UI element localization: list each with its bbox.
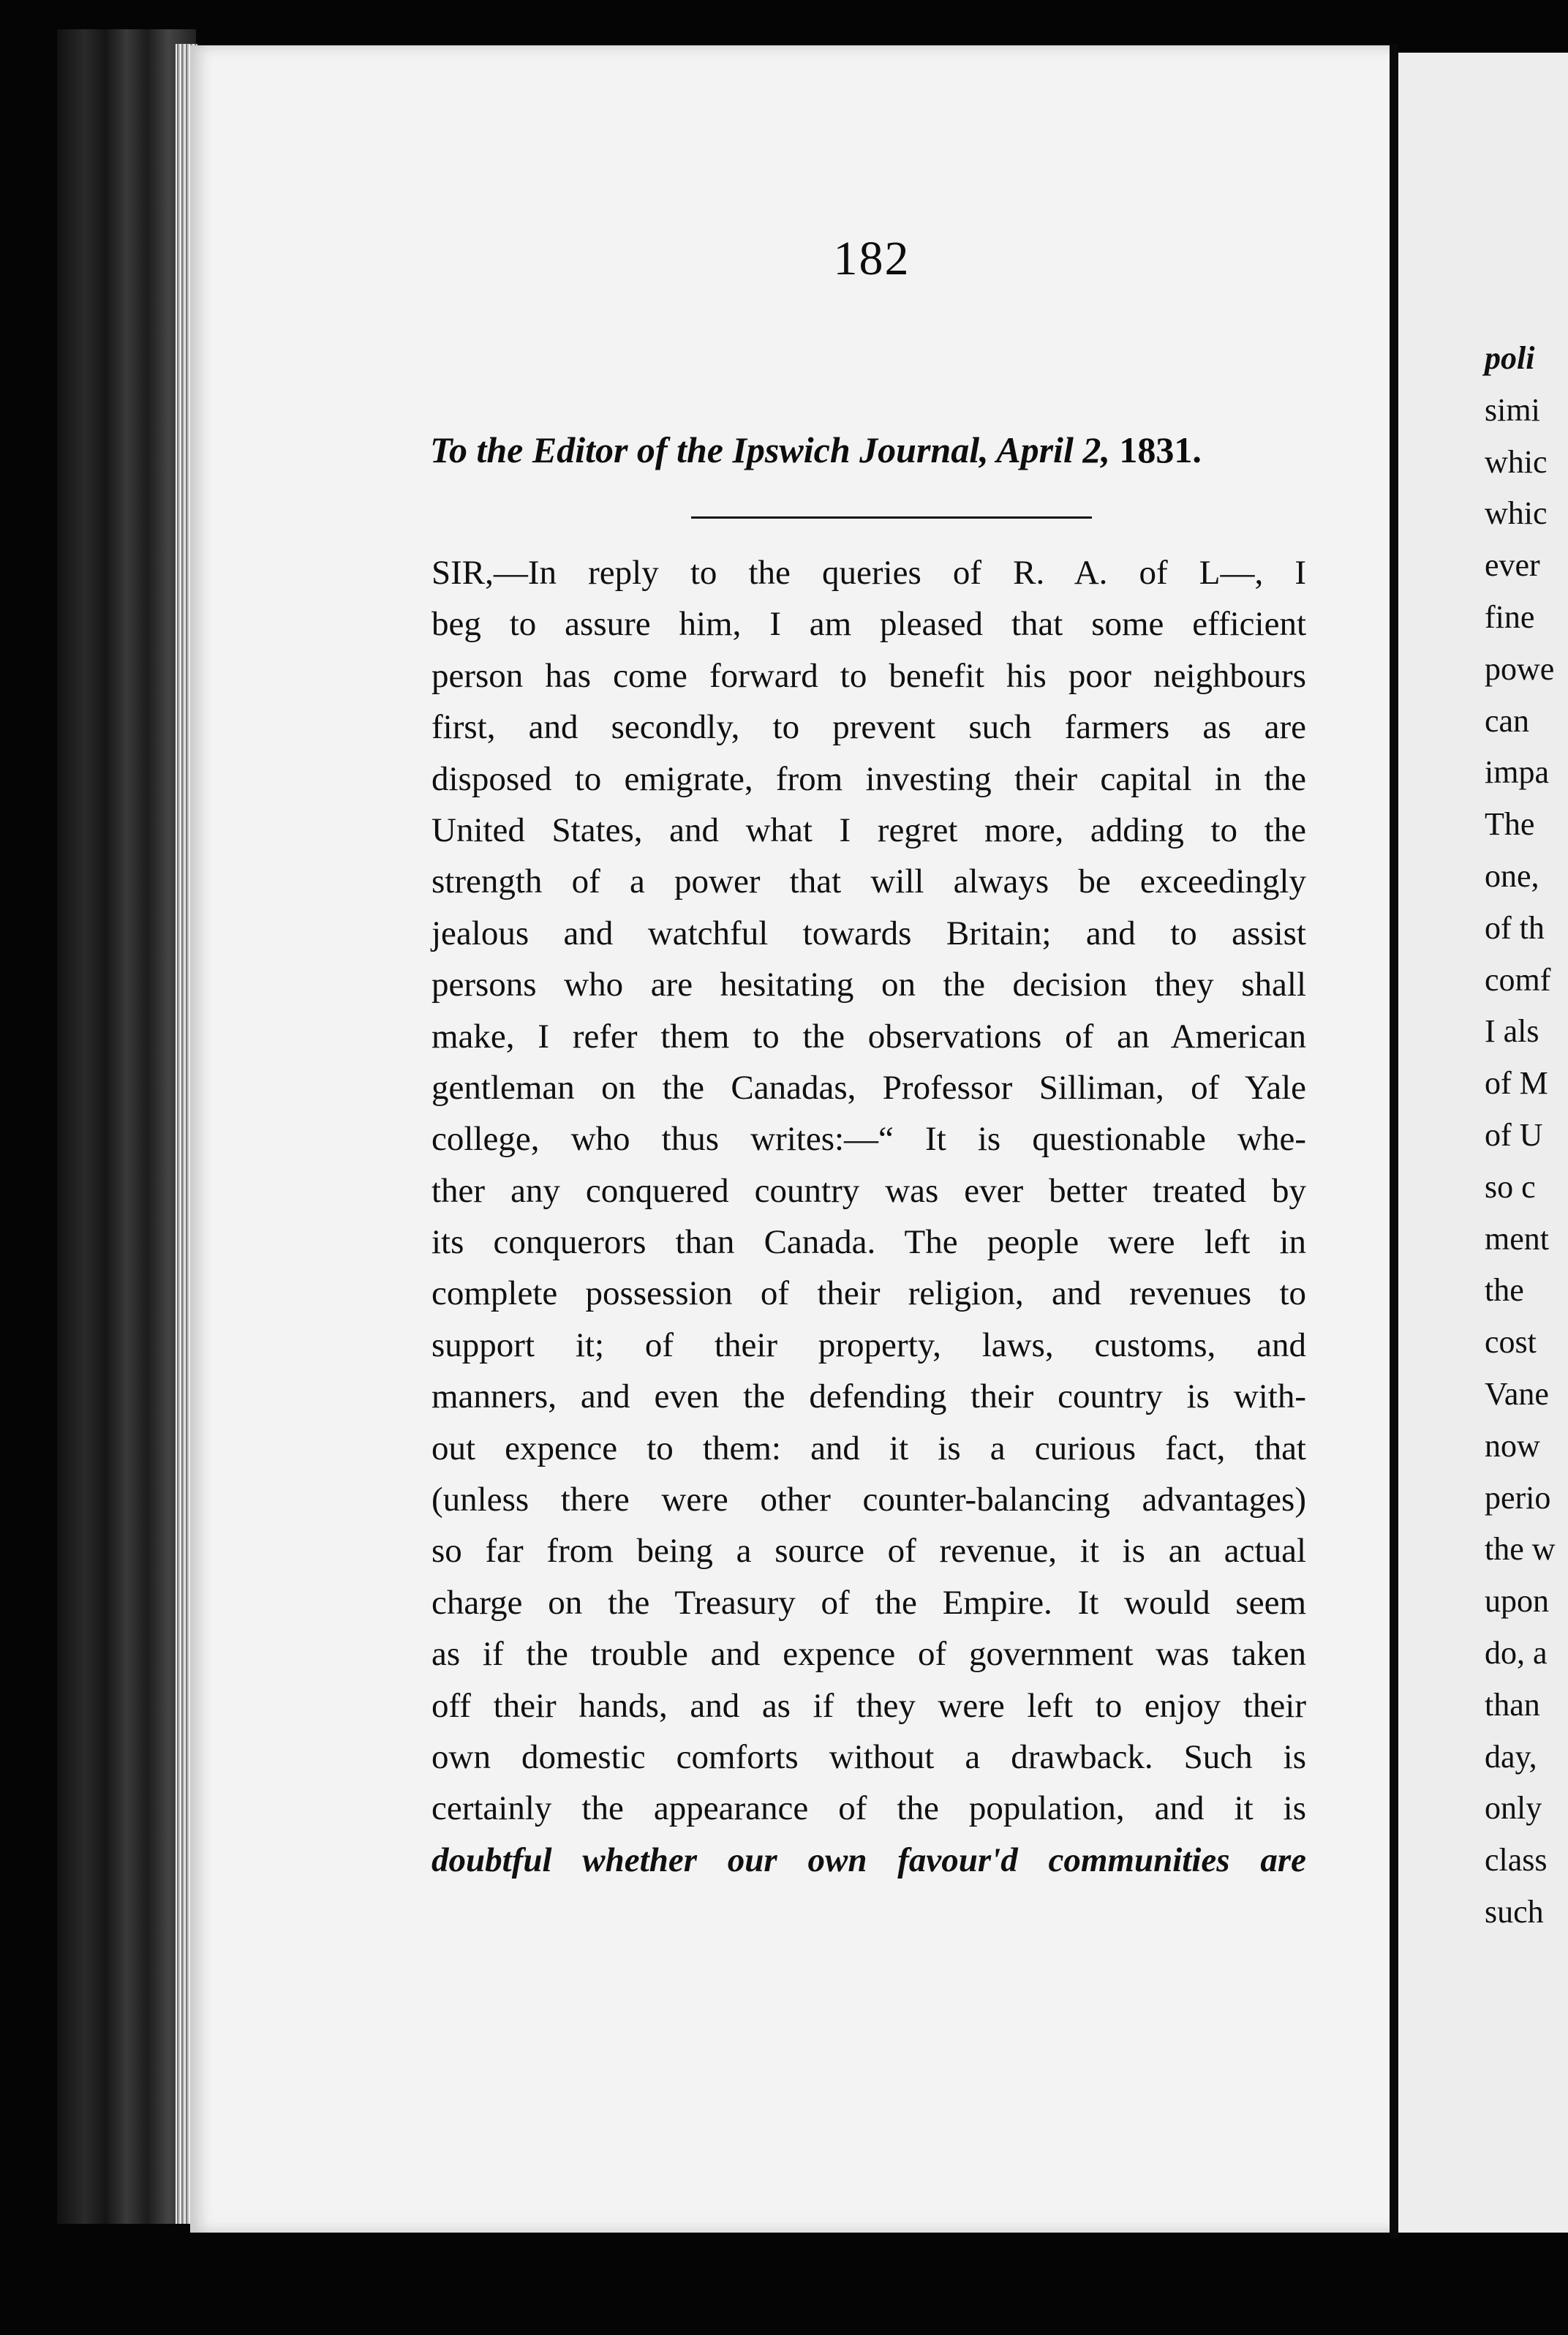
facing-page-line: ever (1485, 547, 1540, 584)
facing-page-line: poli (1485, 340, 1535, 376)
text-line: ther any conquered country was ever better treated by (431, 1171, 1306, 1210)
facing-page-line: now (1485, 1427, 1540, 1464)
facing-page-line: fine (1485, 598, 1535, 635)
heading-rule (691, 516, 1092, 519)
text-line: jealous and watchful towards Britain; and to assist (431, 914, 1306, 952)
facing-page-line: impa (1485, 754, 1549, 791)
letter-heading-text: To the Editor of the Ipswich Journal, April 2, (430, 429, 1110, 470)
text-line: first, and secondly, to prevent such farmers as are (431, 708, 1306, 747)
facing-page-line: upon (1485, 1583, 1549, 1620)
facing-page-line: The (1485, 806, 1535, 843)
facing-page-line: Vane (1485, 1375, 1549, 1412)
facing-page-line: class (1485, 1842, 1548, 1879)
letter-heading (430, 429, 1308, 471)
text-line: certainly the appearance of the population, and it is (431, 1789, 1306, 1828)
facing-page-line: cost (1485, 1324, 1537, 1361)
facing-page-line: one, (1485, 857, 1539, 894)
facing-page-line: can (1485, 702, 1530, 739)
facing-page-line: of th (1485, 909, 1545, 946)
page-number: 182 (833, 232, 911, 285)
facing-page-line: whic (1485, 443, 1548, 480)
facing-page-line: than (1485, 1686, 1540, 1723)
page-gutter (1390, 44, 1398, 2238)
text-line: United States, and what I regret more, adding to the (431, 811, 1306, 849)
text-line: own domestic comforts without a drawback. Such is (431, 1737, 1306, 1776)
text-line: as if the trouble and expence of government was taken (431, 1635, 1306, 1674)
facing-page-line: the (1485, 1272, 1524, 1309)
facing-page-line: so c (1485, 1168, 1536, 1205)
text-line: (unless there were other counter-balancing advantages) (431, 1481, 1306, 1519)
facing-page-line: the w (1485, 1531, 1556, 1568)
facing-page-text (1485, 333, 1556, 1939)
text-line: support it; of their property, laws, customs, and (431, 1326, 1306, 1364)
facing-page-line: comf (1485, 961, 1551, 998)
facing-page-line: do, a (1485, 1634, 1548, 1671)
facing-page-line: ment (1485, 1220, 1549, 1257)
facing-page-line: I als (1485, 1013, 1539, 1050)
text-line: its conquerors than Canada. The people were left in (431, 1223, 1306, 1262)
facing-page-line: perio (1485, 1479, 1551, 1516)
text-line: beg to assure him, I am pleased that some efficient (431, 605, 1306, 644)
facing-page-line: only (1485, 1790, 1542, 1827)
text-line: manners, and even the defending their country is with- (431, 1377, 1306, 1416)
letter-body (431, 547, 1306, 1886)
facing-page-line: simi (1485, 391, 1540, 428)
text-line: so far from being a source of revenue, it is an actual (431, 1532, 1306, 1571)
text-line: complete possession of their religion, and revenues to (431, 1274, 1306, 1313)
facing-page-line: powe (1485, 650, 1555, 687)
facing-page-line: whic (1485, 495, 1548, 532)
text-line: charge on the Treasury of the Empire. It would seem (431, 1583, 1306, 1622)
text-line: disposed to emigrate, from investing their capital in the (431, 759, 1306, 798)
facing-page-line: of U (1485, 1116, 1543, 1153)
facing-page-line: of M (1485, 1065, 1548, 1102)
text-line: SIR,—In reply to the queries of R. A. of L—, I (431, 554, 1306, 592)
text-line: college, who thus writes:—“ It is questionable whe- (431, 1120, 1306, 1159)
text-line: person has come forward to benefit his poor neighbours (431, 656, 1306, 695)
text-line: gentleman on the Canadas, Professor Silliman, of Yale (431, 1068, 1306, 1107)
text-line: make, I refer them to the observations of an American (431, 1017, 1306, 1056)
facing-page-line: such (1485, 1893, 1544, 1930)
letter-heading-year: 1831. (1119, 429, 1202, 470)
text-line: off their hands, and as if they were left to enjoy their (431, 1686, 1306, 1725)
facing-page-line: day, (1485, 1738, 1537, 1775)
text-line: out expence to them: and it is a curious fact, that (431, 1429, 1306, 1467)
text-line: doubtful whether our own favour'd communities are (431, 1840, 1306, 1879)
text-line: persons who are hesitating on the decision they shall (431, 966, 1306, 1004)
text-line: strength of a power that will always be exceedingly (431, 862, 1306, 901)
